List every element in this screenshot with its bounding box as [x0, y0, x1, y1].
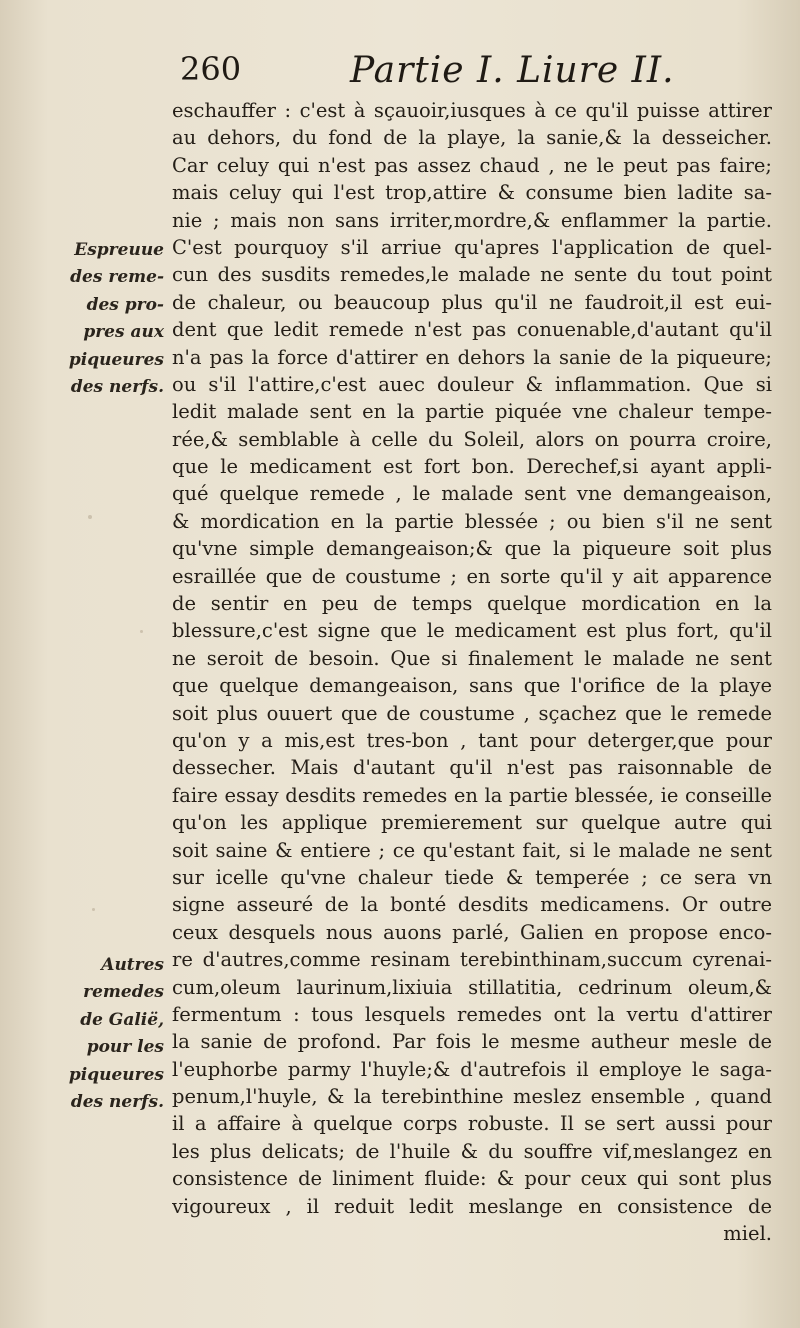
margin-note-espreuue — [42, 237, 164, 401]
margin-note-line: piqueures — [68, 1064, 164, 1085]
text-line: ne seroit de besoin. Que si finalement le malade ne sent — [172, 646, 772, 670]
text-line: & mordication en la partie blessée ; ou bien s'il ne sent — [172, 509, 772, 533]
text-line: qué quelque remede , le malade sent vne demangeaison, — [172, 482, 772, 506]
text-line: signe asseuré de la bonté desdits medicamens. Or outre — [172, 893, 772, 917]
text-line: vigoureux , il reduit ledit meslange en consistence de — [172, 1194, 772, 1218]
text-line: penum,l'huyle, & la terebinthine meslez ensemble , quand — [172, 1085, 772, 1109]
margin-note-line: Espreuue — [74, 240, 164, 260]
text-line: les plus delicats; de l'huile & du souffre vif,meslangez en — [172, 1139, 772, 1163]
text-line: fermentum : tous lesquels remedes ont la vertu d'attirer — [172, 1002, 772, 1026]
text-line: C'est pourquoy s'il arriue qu'apres l'application de quel- — [172, 235, 772, 259]
margin-note-autres-remedes — [42, 952, 164, 1116]
text-line: de sentir en peu de temps quelque mordication en la — [172, 592, 772, 616]
running-head: Partie I. Liure II. — [350, 50, 675, 91]
text-line: ou s'il l'attire,c'est auec douleur & inflammation. Que si — [172, 372, 772, 396]
text-line: Car celuy qui n'est pas assez chaud , ne le peut pas faire; — [172, 153, 772, 177]
text-line: nie ; mais non sans irriter,mordre,& enflammer la partie. — [172, 208, 772, 232]
text-line: cun des susdits remedes,le malade ne sente du tout point — [172, 263, 772, 287]
text-line: eschauffer : c'est à sçauoir,iusques à ce qu'il puisse attirer — [172, 99, 772, 122]
margin-note-line: des pro- — [86, 294, 164, 315]
margin-note-line: de Galië, — [80, 1009, 164, 1030]
text-line: n'a pas la force d'attirer en dehors la sanie de la piqueure; — [172, 345, 772, 369]
body-text — [172, 97, 772, 1247]
margin-note-line: des reme- — [70, 267, 164, 288]
text-line: miel. — [723, 1222, 772, 1246]
text-line: dent que ledit remede n'est pas conuenable,d'autant qu'il — [172, 318, 772, 342]
paper-speck — [140, 630, 143, 633]
text-line: il a affaire à quelque corps robuste. Il se sert aussi pour — [172, 1112, 772, 1136]
text-line: mais celuy qui l'est trop,attire & consume bien ladite sa- — [172, 181, 772, 205]
paper-speck — [88, 515, 92, 519]
margin-note-line: des nerfs. — [70, 1091, 164, 1112]
text-line: faire essay desdits remedes en la partie blessée, ie conseille — [172, 783, 772, 807]
text-line: qu'on y a mis,est tres-bon , tant pour deterger,que pour — [172, 728, 772, 752]
text-line: la sanie de profond. Par fois le mesme autheur mesle de — [172, 1030, 772, 1054]
text-line: cum,oleum laurinum,lixiuia stillatitia, cedrinum oleum,& — [172, 975, 772, 999]
paper-speck — [92, 908, 95, 911]
text-line: consistence de liniment fluide: & pour ceux qui sont plus — [172, 1167, 772, 1191]
text-line: au dehors, du fond de la playe, la sanie,& la desseicher. — [172, 126, 772, 150]
text-line: ceux desquels nous auons parlé, Galien en propose enco- — [172, 920, 772, 944]
text-line: que quelque demangeaison, sans que l'orifice de la playe — [172, 674, 772, 698]
text-line: dessecher. Mais d'autant qu'il n'est pas raisonnable de — [172, 756, 772, 780]
text-line: ledit malade sent en la partie piquée vne chaleur tempe- — [172, 400, 772, 424]
text-line: soit saine & entiere ; ce qu'estant fait, si le malade ne sent — [172, 838, 772, 862]
text-line: blessure,c'est signe que le medicament est plus fort, qu'il — [172, 619, 772, 643]
text-line: que le medicament est fort bon. Derechef,si ayant appli- — [172, 455, 772, 479]
page-header — [180, 50, 780, 94]
margin-note-line: des nerfs. — [70, 376, 164, 397]
margin-note-line: piqueures — [68, 349, 164, 370]
margin-note-line: pres aux — [83, 322, 164, 343]
text-line: l'euphorbe parmy l'huyle;& d'autrefois il employe le saga- — [172, 1057, 772, 1081]
text-line: qu'on les applique premierement sur quelque autre qui — [172, 811, 772, 835]
text-line: soit plus ouuert que de coustume , sçachez que le remede — [172, 701, 772, 725]
text-line: esraillée que de coustume ; en sorte qu'il y ait apparence — [172, 564, 772, 588]
text-line: re d'autres,comme resinam terebinthinam,succum cyrenai- — [172, 948, 772, 972]
margin-note-line: Autres — [101, 955, 164, 975]
text-line: de chaleur, ou beaucoup plus qu'il ne faudroit,il est eui- — [172, 290, 772, 314]
text-line: qu'vne simple demangeaison;& que la piqueure soit plus — [172, 537, 772, 561]
margin-note-line: pour les — [86, 1037, 164, 1058]
text-line: sur icelle qu'vne chaleur tiede & temperée ; ce sera vn — [172, 865, 772, 889]
margin-note-line: remedes — [83, 982, 164, 1003]
text-line: rée,& semblable à celle du Soleil, alors on pourra croire, — [172, 427, 772, 451]
page-number: 260 — [180, 50, 242, 88]
